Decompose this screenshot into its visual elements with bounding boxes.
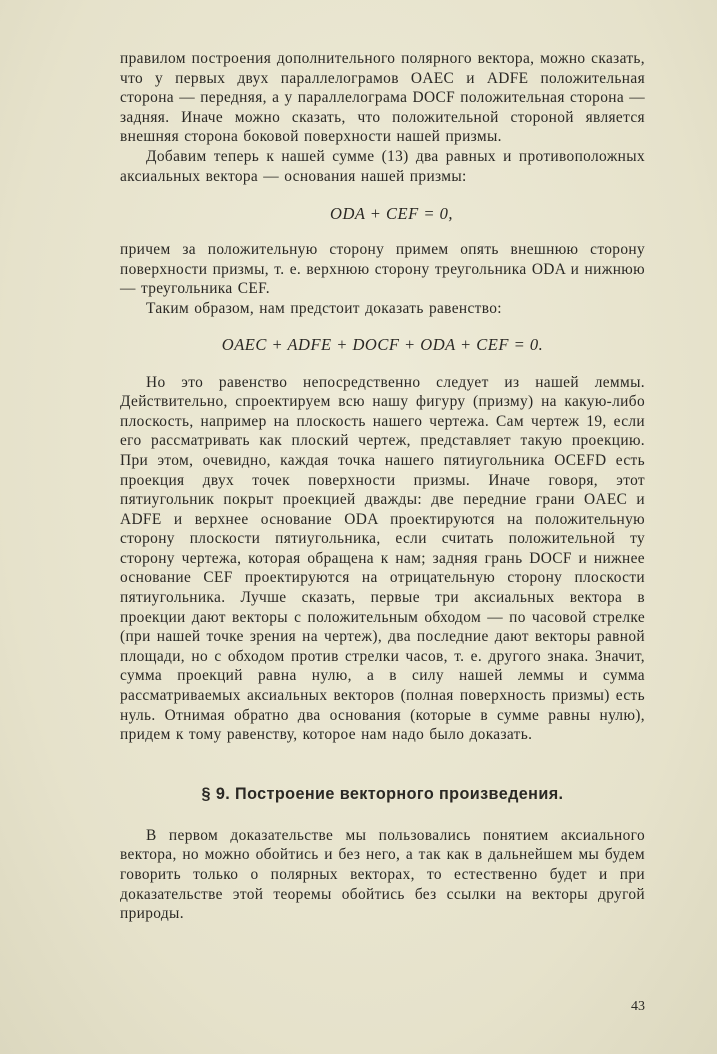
paragraph-add-bases: Добавим теперь к нашей сумме (13) два равных и противоположных аксиальных вектора — основания нашей призмы: bbox=[120, 147, 645, 185]
page-number: 43 bbox=[631, 999, 645, 1014]
formula-bases-sum: ODA + CEF = 0, bbox=[330, 204, 453, 224]
paragraph-proof-projection: Но это равенство непосредственно следует из нашей леммы. Действительно, спроектируем всю нашу фигуру (призму) на какую-либо плоскость, например на плоскость нашего чертежа. Сам чертеж 19, если его рассматривать как плоский чертеж, представляет такую проекцию. При этом, очевидно, каждая точка нашего пятиугольника OCEFD есть проекция двух точек поверхности призмы. Иначе говоря, этот пятиугольник покрыт проекцией дважды: две передние грани OAEC и ADFE и верхнее основание ODA проектируются на положительную сторону плоскости пятиугольника, если считать положительной ту сторону чертежа, которая обращена к нам; задняя грань DOCF и нижнее основание CEF проектируются на отрицательную сторону плоскости пятиугольника. Лучше сказать, первые три аксиальных вектора в проекции дают векторы с положительным обходом — по часовой стрелке (при нашей точке зрения на чертеж), два последние дают векторы равной площади, но с обходом против стрелки часов, т. е. другого знака. Значит, сумма проекций равна нулю, а в силу нашей леммы и сумма рассматриваемых аксиальных векторов (полная поверхность призмы) есть нуль. Отнимая обратно два основания (которые в сумме равны нулю), придем к тому равенству, которое нам надо было доказать. bbox=[120, 373, 645, 744]
paragraph-positive-side: причем за положительную сторону примем опять внешнюю сторону поверхности призмы, т. е. верхнюю сторону треугольника ODA и нижнюю — треугольника CEF. bbox=[120, 241, 645, 298]
paragraph-section-intro: В первом доказательстве мы пользовались понятием аксиального вектора, но можно обойтись и без него, а так как в дальнейшем мы будем говорить только о полярных векторах, то естественно будет и при доказательстве этой теоремы обойтись без ссылки на векторы другой природы. bbox=[120, 826, 645, 923]
section-heading: § 9. Построение векторного произведения. bbox=[201, 784, 564, 803]
paragraph-prism-orientation: правилом построения дополнительного полярного вектора, можно сказать, что у первых двух параллелограмов OAEC и ADFE положительная сторона — передняя, а у параллелограма DOCF положительная сторона — задняя. Иначе можно сказать, что положительной стороной является внешняя сторона боковой поверхности нашей призмы. bbox=[120, 50, 645, 146]
formula-full-surface-sum: OAEC + ADFE + DOCF + ODA + CEF = 0. bbox=[221, 334, 544, 354]
paragraph-to-prove: Таким образом, нам предстоит доказать равенство: bbox=[146, 299, 502, 317]
